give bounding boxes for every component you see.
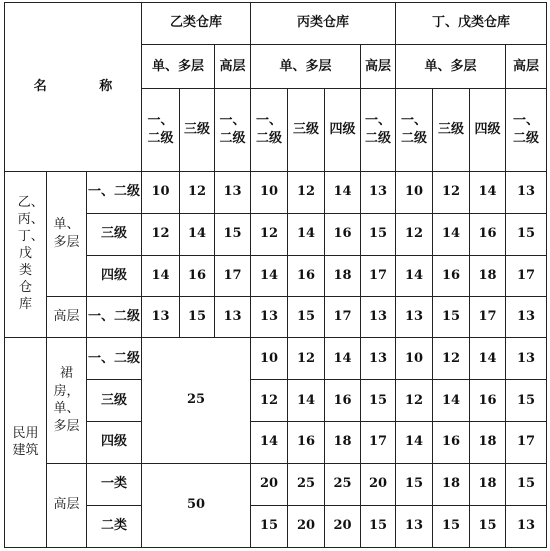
table-cell: 15 xyxy=(361,380,396,422)
level-header-text: 一、二级 xyxy=(219,113,246,146)
table-cell: 12 xyxy=(396,380,433,422)
level-header-text: 一、二级 xyxy=(256,113,283,146)
warehouse-multi-text: 单、多层 xyxy=(53,217,80,250)
table-cell: 12 xyxy=(251,380,288,422)
table-cell: 14 xyxy=(251,255,288,296)
row-level-label: 一、二级 xyxy=(87,297,142,338)
table-cell: 14 xyxy=(288,380,325,422)
civil-podium-text: 裙房，单、多层 xyxy=(53,366,80,434)
table-cell: 14 xyxy=(251,422,288,463)
table-cell: 16 xyxy=(433,255,470,296)
table-cell: 13 xyxy=(506,338,547,380)
row-level-label: 一、二级 xyxy=(87,338,142,380)
warehouse-group-text: 乙、丙、丁、戊类仓库 xyxy=(17,195,44,312)
civil-group-label xyxy=(5,338,47,548)
fire-spacing-table xyxy=(4,2,547,548)
name-header-label: 名 称 xyxy=(33,78,137,94)
table-cell: 25 xyxy=(288,463,325,505)
table-cell: 10 xyxy=(396,171,433,213)
bing-high-header: 高层 xyxy=(361,45,396,89)
group-header-ding-wu: 丁、戊类仓库 xyxy=(396,3,547,45)
table-cell: 14 xyxy=(325,171,361,213)
table-cell: 16 xyxy=(180,255,215,296)
merged-cell-high: 50 xyxy=(142,463,251,547)
level-header xyxy=(215,89,251,171)
table-cell: 10 xyxy=(396,338,433,380)
row-level-label: 二类 xyxy=(87,505,142,547)
table-cell: 16 xyxy=(325,380,361,422)
civil-group-text: 民用建筑 xyxy=(12,425,39,458)
table-cell: 13 xyxy=(361,171,396,213)
table-cell: 12 xyxy=(251,213,288,255)
table-cell: 13 xyxy=(215,171,251,213)
table-cell: 15 xyxy=(506,213,547,255)
table-cell: 17 xyxy=(506,422,547,463)
table-cell: 17 xyxy=(361,255,396,296)
table-cell: 20 xyxy=(361,463,396,505)
table-cell: 13 xyxy=(506,297,547,338)
table-cell: 14 xyxy=(433,380,470,422)
table-cell: 15 xyxy=(361,213,396,255)
row-level-label: 四级 xyxy=(87,255,142,296)
table-cell: 14 xyxy=(433,213,470,255)
table-cell: 17 xyxy=(470,297,506,338)
table-cell: 13 xyxy=(361,338,396,380)
table-cell: 13 xyxy=(251,297,288,338)
table-cell: 14 xyxy=(325,338,361,380)
spacing-table-wrapper xyxy=(4,2,546,548)
level-header: 四级 xyxy=(470,89,506,171)
table-cell: 10 xyxy=(251,338,288,380)
dingwu-high-header: 高层 xyxy=(506,45,547,89)
civil-high-label: 高层 xyxy=(47,463,87,547)
table-cell: 14 xyxy=(180,213,215,255)
warehouse-high-label: 高层 xyxy=(47,297,87,338)
row-level-label: 一类 xyxy=(87,463,142,505)
level-header xyxy=(396,89,433,171)
level-header: 三级 xyxy=(433,89,470,171)
row-level-label: 四级 xyxy=(87,422,142,463)
table-cell: 12 xyxy=(142,213,180,255)
table-cell: 10 xyxy=(251,171,288,213)
table-cell: 16 xyxy=(433,422,470,463)
table-cell: 15 xyxy=(361,505,396,547)
table-cell: 15 xyxy=(506,463,547,505)
table-cell: 18 xyxy=(470,422,506,463)
table-cell: 14 xyxy=(142,255,180,296)
table-cell: 12 xyxy=(288,171,325,213)
table-cell: 20 xyxy=(325,505,361,547)
level-header: 三级 xyxy=(180,89,215,171)
level-header xyxy=(506,89,547,171)
table-cell: 15 xyxy=(433,297,470,338)
level-header: 四级 xyxy=(325,89,361,171)
table-cell: 14 xyxy=(470,338,506,380)
table-cell: 18 xyxy=(325,255,361,296)
table-cell: 15 xyxy=(506,380,547,422)
group-header-bing: 丙类仓库 xyxy=(251,3,396,45)
table-cell: 15 xyxy=(433,505,470,547)
name-header xyxy=(5,3,142,172)
table-cell: 15 xyxy=(288,297,325,338)
level-header-text: 一、二级 xyxy=(147,113,174,146)
table-cell: 16 xyxy=(325,213,361,255)
table-cell: 25 xyxy=(325,463,361,505)
yi-high-header: 高层 xyxy=(215,45,251,89)
table-cell: 12 xyxy=(433,338,470,380)
bing-multi-header: 单、多层 xyxy=(251,45,361,89)
level-header-text: 一、二级 xyxy=(401,113,428,146)
yi-multi-header: 单、多层 xyxy=(142,45,215,89)
table-cell: 17 xyxy=(361,422,396,463)
table-cell: 12 xyxy=(396,213,433,255)
table-cell: 18 xyxy=(433,463,470,505)
table-cell: 16 xyxy=(288,255,325,296)
table-cell: 17 xyxy=(325,297,361,338)
level-header: 三级 xyxy=(288,89,325,171)
table-cell: 16 xyxy=(470,380,506,422)
table-cell: 15 xyxy=(396,463,433,505)
table-cell: 12 xyxy=(180,171,215,213)
table-cell: 16 xyxy=(288,422,325,463)
level-header xyxy=(142,89,180,171)
merged-cell-podium: 25 xyxy=(142,338,251,463)
table-cell: 18 xyxy=(470,255,506,296)
table-cell: 13 xyxy=(506,505,547,547)
table-cell: 15 xyxy=(470,505,506,547)
table-cell: 13 xyxy=(506,171,547,213)
dingwu-multi-header: 单、多层 xyxy=(396,45,506,89)
civil-podium-label xyxy=(47,338,87,463)
table-cell: 15 xyxy=(251,505,288,547)
table-cell: 14 xyxy=(396,422,433,463)
table-cell: 20 xyxy=(288,505,325,547)
table-cell: 10 xyxy=(142,171,180,213)
table-cell: 16 xyxy=(470,213,506,255)
table-cell: 18 xyxy=(470,463,506,505)
warehouse-multi-label xyxy=(47,171,87,296)
table-cell: 12 xyxy=(433,171,470,213)
table-cell: 17 xyxy=(506,255,547,296)
table-cell: 18 xyxy=(325,422,361,463)
row-level-label: 一、二级 xyxy=(87,171,142,213)
table-cell: 15 xyxy=(215,213,251,255)
table-cell: 14 xyxy=(470,171,506,213)
table-cell: 13 xyxy=(215,297,251,338)
table-cell: 12 xyxy=(288,338,325,380)
table-cell: 14 xyxy=(288,213,325,255)
table-cell: 17 xyxy=(215,255,251,296)
table-cell: 13 xyxy=(142,297,180,338)
table-cell: 14 xyxy=(396,255,433,296)
group-header-yi: 乙类仓库 xyxy=(142,3,251,45)
warehouse-group-label xyxy=(5,171,47,338)
level-header xyxy=(251,89,288,171)
row-level-label: 三级 xyxy=(87,380,142,422)
table-cell: 13 xyxy=(361,297,396,338)
row-level-label: 三级 xyxy=(87,213,142,255)
table-cell: 15 xyxy=(180,297,215,338)
table-cell: 13 xyxy=(396,505,433,547)
table-cell: 20 xyxy=(251,463,288,505)
level-header-text: 一、二级 xyxy=(513,113,540,146)
level-header-text: 一、二级 xyxy=(365,113,392,146)
table-cell: 13 xyxy=(396,297,433,338)
level-header xyxy=(361,89,396,171)
